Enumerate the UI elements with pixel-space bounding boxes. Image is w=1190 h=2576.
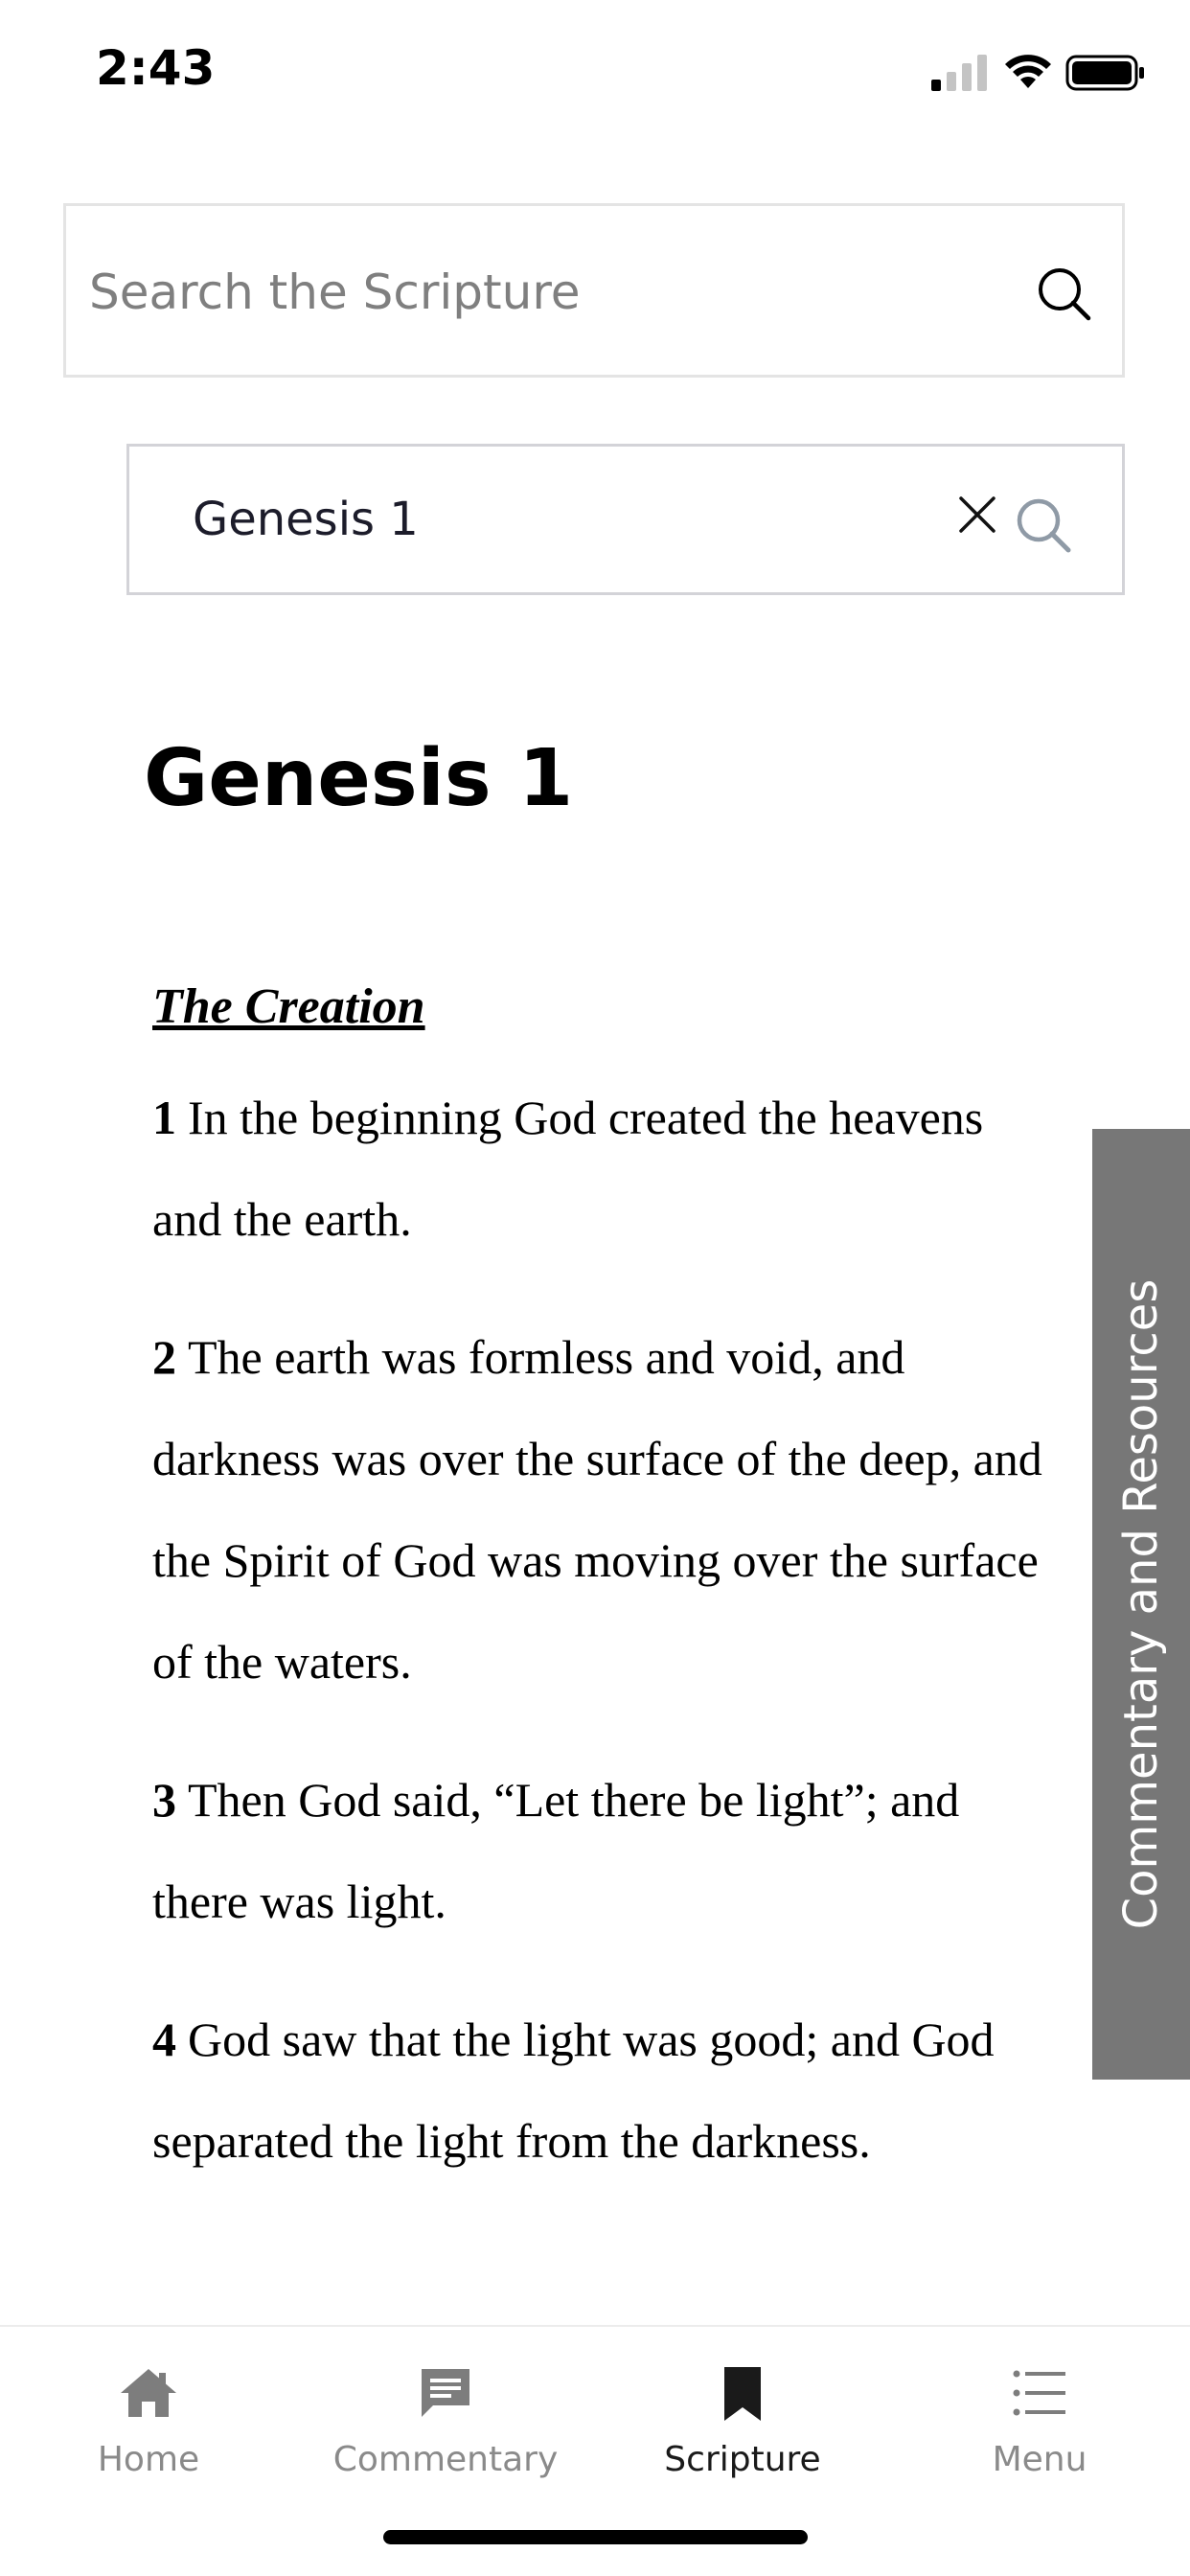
chapter-title: Genesis 1 (144, 733, 574, 824)
scripture-search-input[interactable] (89, 244, 971, 340)
nav-scripture[interactable] (594, 2327, 891, 2518)
wifi-icon (1000, 50, 1056, 92)
verse-text: Then God said, “Let there be light”; and there was light. (152, 1773, 960, 1928)
passage-query[interactable]: Genesis 1 (193, 493, 419, 546)
nav-menu[interactable] (891, 2327, 1188, 2518)
commentary-resources-tab[interactable] (1092, 1129, 1190, 2080)
home-icon (117, 2361, 180, 2425)
verse-text: God saw that the light was good; and God separated the light from the darkness. (152, 2012, 995, 2168)
commentary-icon (414, 2361, 477, 2425)
passage-search-box[interactable] (126, 444, 1125, 595)
battery-icon (1065, 54, 1146, 92)
section-heading: The Creation (152, 979, 425, 1034)
nav-commentary[interactable] (297, 2327, 594, 2518)
verse (152, 1749, 1063, 1952)
passage-search-icon[interactable] (1013, 494, 1076, 558)
status-time: 2:43 (96, 40, 216, 96)
nav-menu-label: Menu (992, 2440, 1087, 2479)
verse-text: In the beginning God created the heavens and the earth. (152, 1091, 984, 1246)
bookmark-icon (711, 2361, 774, 2425)
verse-number: 3 (152, 1773, 176, 1827)
menu-list-icon (1008, 2361, 1071, 2425)
cellular-signal-icon (929, 53, 989, 91)
verse (152, 1067, 1063, 1270)
status-bar (0, 0, 1190, 144)
verse (152, 1306, 1063, 1713)
close-icon[interactable] (955, 493, 999, 537)
nav-home-label: Home (97, 2440, 200, 2479)
nav-scripture-label: Scripture (664, 2440, 821, 2479)
scripture-search-box[interactable] (63, 203, 1125, 378)
search-icon[interactable] (1034, 264, 1095, 325)
verse-number: 4 (152, 2012, 176, 2066)
verse-number: 1 (152, 1091, 176, 1144)
verse (152, 1989, 1063, 2192)
verse-text: The earth was formless and void, and darkness was over the surface of the deep, and the Spirit of God was moving over the surface of the waters. (152, 1330, 1042, 1689)
nav-home[interactable] (0, 2327, 297, 2518)
home-indicator[interactable] (383, 2530, 808, 2544)
nav-commentary-label: Commentary (332, 2440, 559, 2479)
commentary-resources-label: Commentary and Resources (1114, 1278, 1168, 1930)
verse-number: 2 (152, 1330, 176, 1384)
scripture-text (152, 973, 1063, 2228)
